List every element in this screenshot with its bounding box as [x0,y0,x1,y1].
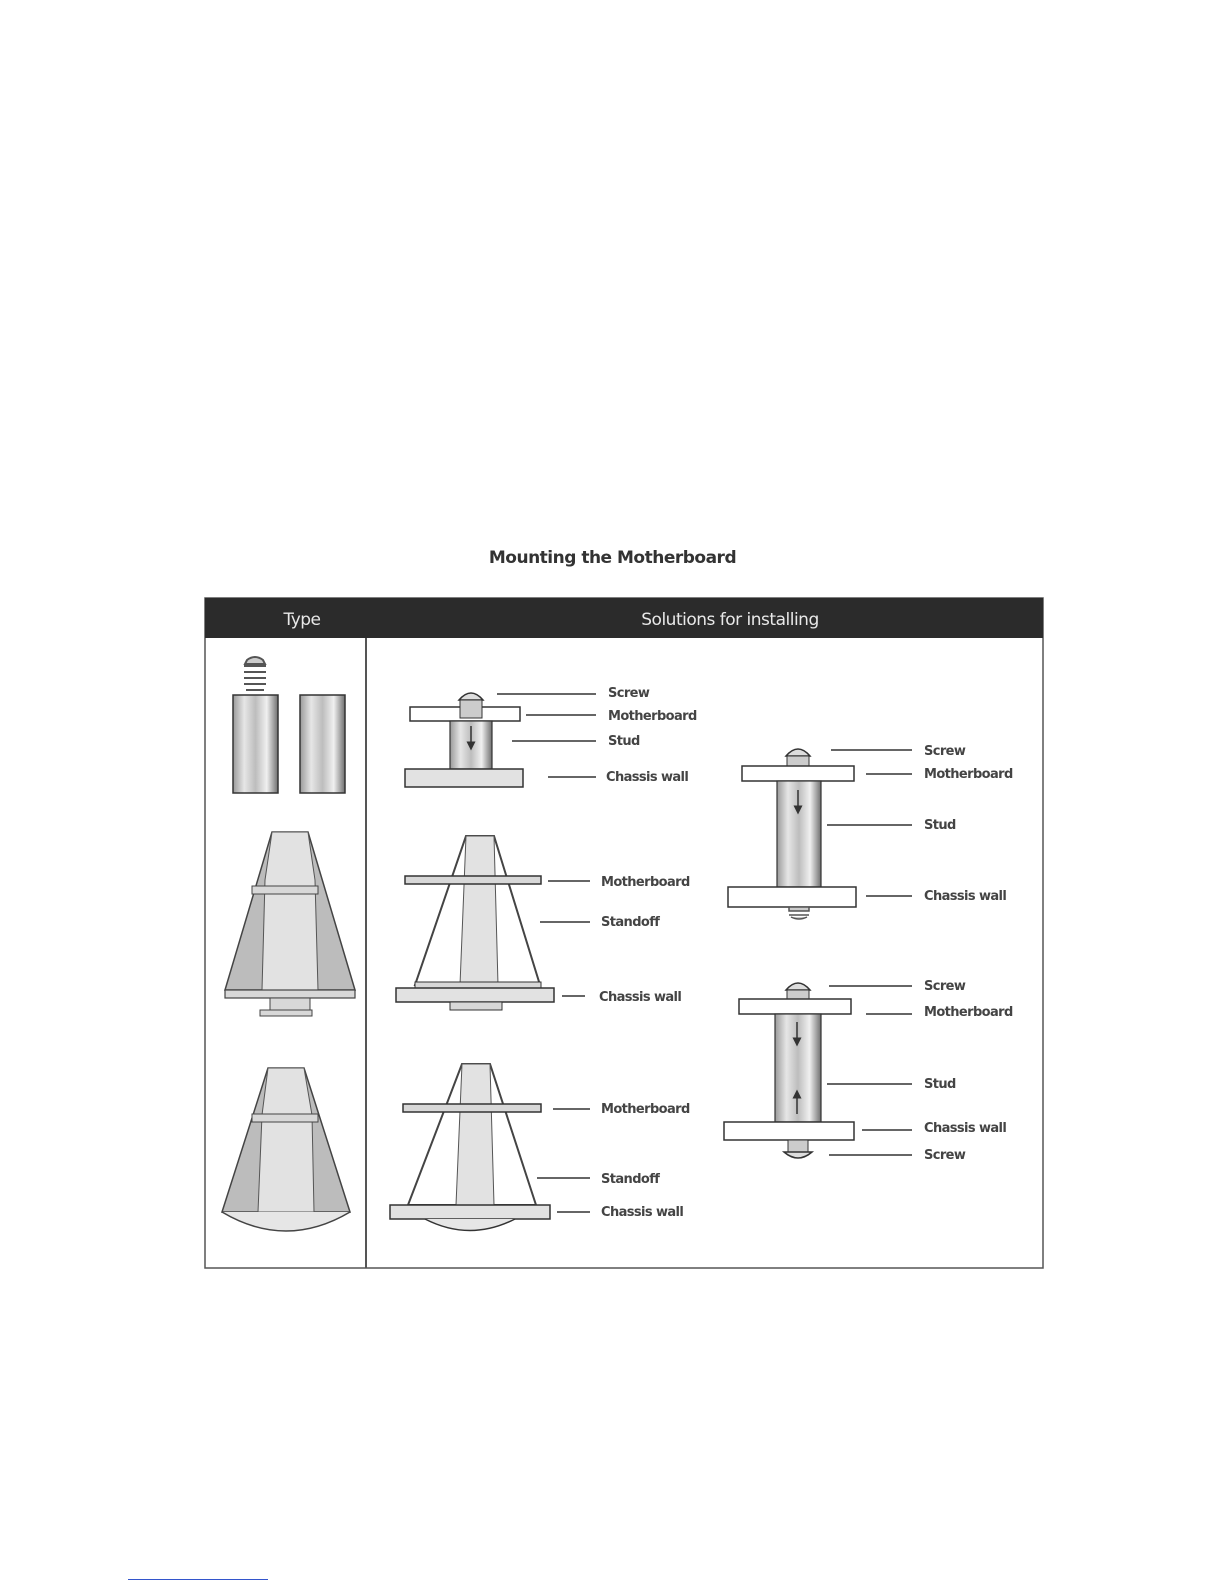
label-s4-motherboard: Motherboard [924,767,1013,782]
label-s1-stud: Stud [608,734,640,749]
header-type: Type [283,610,321,630]
solution-screw-stud-small [405,686,697,787]
type-standoff-dome-icon [222,1068,350,1231]
table-header-bar [205,598,1043,638]
type-standoff-flat-icon [225,832,355,1016]
label-s5-motherboard: Motherboard [924,1005,1013,1020]
label-s5-screw2: Screw [924,1148,966,1163]
plain-stud-icon [300,695,345,793]
type-stud-parts [233,657,345,793]
solution-screw-threaded-stud [728,744,1013,919]
label-s5-screw: Screw [924,979,966,994]
label-s3-chassis: Chassis wall [601,1205,684,1220]
label-s1-motherboard: Motherboard [608,709,697,724]
header-solutions: Solutions for installing [641,610,819,630]
threaded-stud-icon [233,657,278,793]
solution-standoff-dome [390,1064,690,1231]
label-s2-chassis: Chassis wall [599,990,682,1005]
label-s4-stud: Stud [924,818,956,833]
label-s3-motherboard: Motherboard [601,1102,690,1117]
label-s5-stud: Stud [924,1077,956,1092]
footnote-rule [128,1579,268,1580]
label-s4-screw: Screw [924,744,966,759]
solution-two-screws-stud [724,979,1013,1163]
page-title: Mounting the Motherboard [488,548,737,568]
solution-standoff-flat [396,836,690,1010]
label-s3-standoff: Standoff [601,1172,660,1187]
label-s1-chassis: Chassis wall [606,770,689,785]
label-s5-chassis: Chassis wall [924,1121,1007,1136]
label-s1-screw: Screw [608,686,650,701]
label-s2-motherboard: Motherboard [601,875,690,890]
label-s2-standoff: Standoff [601,915,660,930]
label-s4-chassis: Chassis wall [924,889,1007,904]
